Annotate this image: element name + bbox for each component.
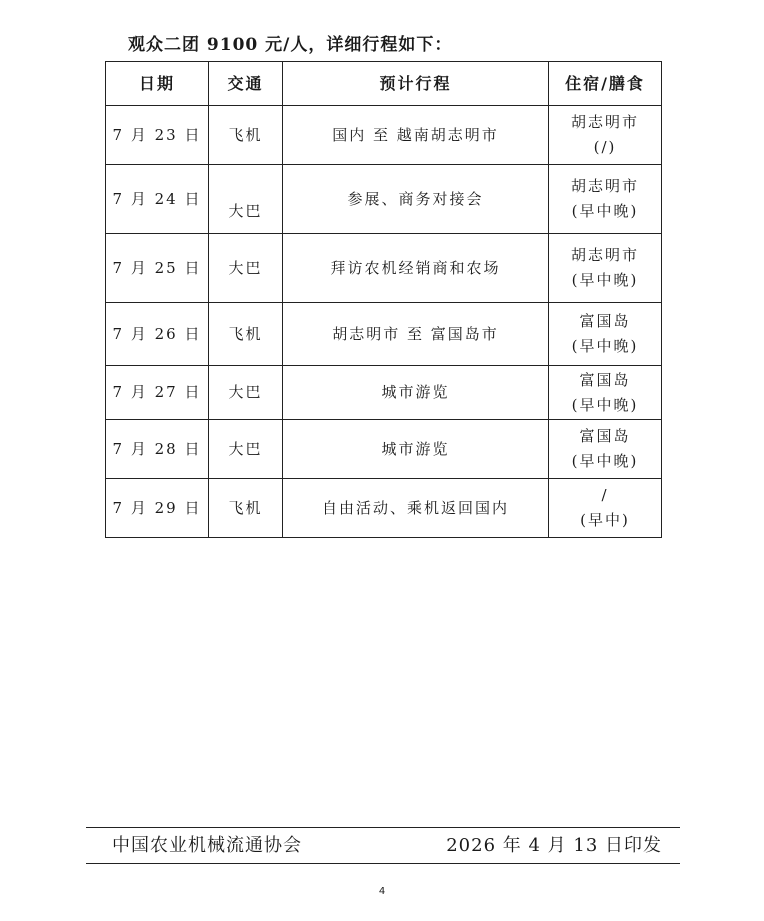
header-date: 日期	[106, 62, 209, 106]
row-date: 7 月 27 日	[106, 366, 209, 420]
row-plan: 自由活动、乘机返回国内	[283, 479, 549, 538]
row-stay: 富国岛	[579, 370, 631, 389]
header-stay-meals: 住宿/膳食	[549, 62, 662, 106]
row-meals: (早中晚)	[571, 452, 639, 470]
header-transport: 交通	[209, 62, 283, 106]
table-row	[106, 165, 662, 234]
row-plan: 拜访农机经销商和农场	[283, 234, 549, 303]
row-transport: 飞机	[209, 106, 283, 165]
header-plan: 预计行程	[283, 62, 549, 106]
row-meals: (早中)	[580, 511, 630, 529]
table-row	[106, 366, 662, 420]
page-number: 4	[378, 886, 386, 897]
table-row	[106, 479, 662, 538]
row-date: 7 月 25 日	[106, 234, 209, 303]
row-meals: (早中晚)	[571, 395, 639, 414]
row-transport: 飞机	[209, 303, 283, 366]
row-date: 7 月 28 日	[106, 420, 209, 479]
table-row	[106, 234, 662, 303]
row-plan: 国内 至 越南胡志明市	[283, 106, 549, 165]
itinerary-table	[105, 61, 662, 538]
table-row	[106, 420, 662, 479]
row-stay: 富国岛	[579, 312, 631, 330]
row-meals: (早中晚)	[571, 271, 639, 289]
row-plan: 城市游览	[283, 366, 549, 420]
footer-divider-top	[86, 827, 680, 828]
table-row	[106, 303, 662, 366]
row-transport: 飞机	[209, 479, 283, 538]
row-stay: 富国岛	[579, 427, 631, 445]
row-plan: 城市游览	[283, 420, 549, 479]
row-stay: 胡志明市	[570, 177, 639, 195]
footer-divider-bottom	[86, 863, 680, 864]
row-meals: (/)	[593, 138, 617, 156]
row-stay: /	[601, 486, 609, 504]
table-row	[106, 106, 662, 165]
row-meals: (早中晚)	[571, 337, 639, 355]
row-date: 7 月 23 日	[106, 106, 209, 165]
row-stay-meals	[549, 366, 662, 420]
row-stay: 胡志明市	[570, 113, 639, 131]
row-stay-meals	[549, 234, 662, 303]
row-stay-meals	[549, 420, 662, 479]
row-stay-meals	[549, 165, 662, 234]
row-stay-meals	[549, 479, 662, 538]
row-stay-meals	[549, 106, 662, 165]
row-transport: 大巴	[209, 420, 283, 479]
row-plan: 胡志明市 至 富国岛市	[283, 303, 549, 366]
row-plan: 参展、商务对接会	[283, 165, 549, 234]
row-meals: (早中晚)	[571, 202, 639, 220]
intro-text: 观众二团 9100 元/人，详细行程如下：	[128, 35, 453, 55]
row-transport: 大巴	[209, 234, 283, 303]
row-stay-meals	[549, 303, 662, 366]
row-transport: 大巴	[209, 366, 283, 420]
row-date: 7 月 24 日	[106, 165, 209, 234]
row-transport	[209, 165, 283, 234]
row-stay: 胡志明市	[570, 246, 639, 264]
row-transport-text: 大巴	[228, 201, 263, 220]
footer-organization: 中国农业机械流通协会	[112, 835, 302, 856]
row-date: 7 月 26 日	[106, 303, 209, 366]
footer-issue-date: 2026 年 4 月 13 日印发	[446, 835, 662, 856]
row-date: 7 月 29 日	[106, 479, 209, 538]
table-header-row	[106, 62, 662, 106]
